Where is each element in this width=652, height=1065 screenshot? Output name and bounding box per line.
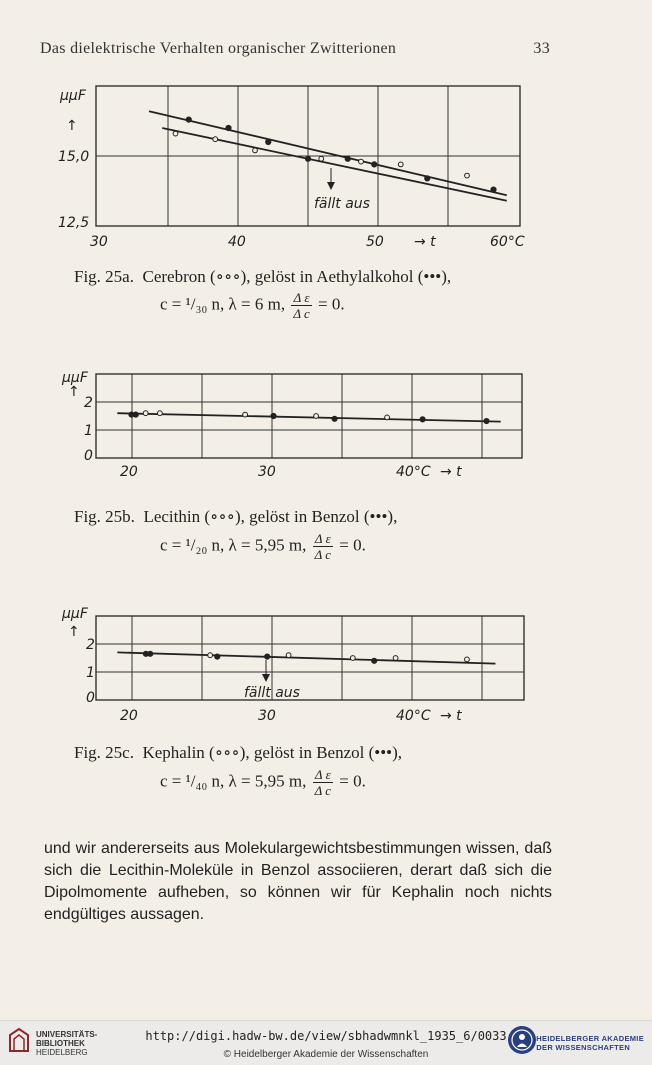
figure-25c-point-open-0 (208, 653, 213, 658)
figure-25c-plot (117, 651, 495, 663)
figure-25b-x-tick-20: 20 (120, 464, 138, 480)
source-url-link[interactable]: http://digi.hadw-bw.de/view/sbhadwmnkl_1935_6/0033 (145, 1029, 507, 1043)
figure-25b-caption (74, 506, 554, 528)
library-line: HEIDELBERG (36, 1048, 88, 1057)
formula-denominator: Δ c (314, 783, 332, 798)
academy-name (536, 1034, 644, 1052)
caption-label: Fig. 25b. (74, 507, 135, 526)
academy-logo-icon (507, 1025, 537, 1055)
caption-text: Lecithin (∘∘∘), gelöst in Benzol (•••), (143, 507, 398, 526)
body-paragraph: und wir andererseits aus Molekulargewichtsbestimmungen wissen, daß sich die Lecithin-Moleküle in Benzol associieren, derart daß sich die Dipolmomente aufheben, so können wir für Kephalin noch nichts endgültiges aussagen. (44, 840, 552, 923)
formula-lhs: c = ¹/₄₀ n, λ = 5,95 m, (160, 771, 307, 791)
figure-25a-x-tick-30: 30 (90, 234, 108, 250)
figure-25b-point-filled-1 (133, 412, 138, 417)
figure-25a-x-tick-40: 40 (228, 234, 246, 250)
academy-line: HEIDELBERGER AKADEMIE (536, 1034, 644, 1043)
figure-25c-point-filled-2 (215, 654, 220, 659)
figure-25a-point-open-3 (319, 156, 324, 161)
formula-numerator: Δ ε (291, 290, 311, 306)
running-header (40, 40, 550, 58)
figure-25c-point-filled-4 (372, 658, 377, 663)
figure-25b-point-open-1 (158, 411, 163, 416)
figure-25b-y-tick-2: 2 (84, 395, 93, 411)
figure-25c-point-filled-1 (148, 651, 153, 656)
figure-25b-point-filled-5 (484, 418, 489, 423)
figure-25a-x-tick-60: 60°C (490, 234, 525, 250)
caption-text: Cerebron (∘∘∘), gelöst in Aethylalkohol (•••), (142, 267, 452, 286)
formula-rhs: = 0. (339, 771, 366, 791)
figure-25a-point-filled-1 (226, 125, 231, 130)
caption-label: Fig. 25c. (74, 743, 134, 762)
library-line: BIBLIOTHEK (36, 1039, 85, 1048)
figure-25b-plot (117, 411, 500, 424)
caption-label: Fig. 25a. (74, 267, 134, 286)
figure-25a-point-open-6 (465, 173, 470, 178)
figure-25c-caption (74, 742, 554, 764)
figure-25a-point-filled-7 (491, 187, 496, 192)
formula-numerator: Δ ε (313, 531, 333, 547)
figure-25a-annotation (314, 168, 370, 212)
formula-lhs: c = ¹/₂₀ n, λ = 5,95 m, (160, 535, 307, 555)
formula-rhs: = 0. (339, 535, 366, 555)
figure-25c-y-tick-2: 2 (86, 637, 95, 653)
figure-25b-x-tick-30: 30 (258, 464, 276, 480)
figure-25a-point-filled-6 (425, 176, 430, 181)
figure-25c-formula (160, 767, 366, 798)
figure-25a-annotation-text: fällt aus (314, 196, 370, 212)
figure-25a-y-tick-125: 12,5 (58, 215, 90, 231)
figure-25b-point-open-0 (143, 411, 148, 416)
figure-25c-x-tick-30: 30 (258, 708, 276, 724)
figure-25b-point-filled-3 (332, 416, 337, 421)
figure-25a-x-axis-label: → t (414, 234, 436, 250)
figure-25a-y-tick-15: 15,0 (58, 149, 90, 165)
figure-25b-fit-line-0 (117, 413, 500, 421)
footer-bar (0, 1020, 652, 1065)
figure-25a-point-filled-2 (266, 139, 271, 144)
figure-25b-x-axis-label: → t (440, 464, 462, 480)
figure-25a (0, 82, 652, 254)
figure-25a-point-filled-3 (305, 156, 310, 161)
figure-25a-point-filled-4 (345, 156, 350, 161)
formula-fraction (291, 290, 311, 321)
formula-fraction (313, 531, 333, 562)
figure-25a-x-tick-50: 50 (366, 234, 384, 250)
figure-25c-x-tick-20: 20 (120, 708, 138, 724)
formula-rhs: = 0. (318, 294, 345, 314)
figure-25a-caption (74, 266, 554, 288)
figure-25a-y-arrow: ↑ (66, 118, 78, 134)
figure-25c-x-axis-label: → t (440, 708, 462, 724)
figure-25c-y-tick-1: 1 (86, 665, 95, 681)
page-number: 33 (533, 40, 550, 57)
figure-25c-annotation-text: fällt aus (244, 685, 300, 701)
figure-25c-y-arrow: ↑ (68, 624, 80, 640)
down-arrow-icon (327, 182, 335, 190)
formula-fraction (313, 767, 333, 798)
figure-25c-x-tick-40: 40°C (396, 708, 431, 724)
figure-25a-point-filled-0 (186, 117, 191, 122)
header-title: Das dielektrische Verhalten organischer Zwitterionen (40, 40, 397, 57)
figure-25a-y-unit: μμF (60, 88, 86, 104)
figure-25b-point-open-3 (314, 414, 319, 419)
figure-25b-formula (160, 531, 366, 562)
figure-25b-point-filled-2 (271, 413, 276, 418)
figure-25b-point-filled-4 (420, 417, 425, 422)
figure-25c-point-open-2 (350, 656, 355, 661)
figure-25a-point-open-0 (173, 131, 178, 136)
figure-25c-fit-line-0 (117, 652, 495, 663)
figure-25b-point-open-4 (385, 415, 390, 420)
formula-denominator: Δ c (314, 547, 332, 562)
figure-25b-y-arrow: ↑ (68, 384, 80, 400)
copyright-notice: © Heidelberger Akademie der Wissenschaften (223, 1049, 429, 1060)
figure-25a-point-open-1 (213, 137, 218, 142)
figure-25b (0, 364, 652, 482)
figure-25a-point-open-5 (398, 162, 403, 167)
figure-25c (0, 600, 652, 726)
down-arrow-icon (262, 674, 270, 682)
figure-25c-point-open-4 (465, 657, 470, 662)
caption-text: Kephalin (∘∘∘), gelöst in Benzol (•••), (142, 743, 403, 762)
figure-25b-y-tick-1: 1 (84, 423, 93, 439)
figure-25b-point-open-2 (243, 412, 248, 417)
library-line: UNIVERSITÄTS- (36, 1030, 98, 1039)
figure-25b-y-tick-0: 0 (84, 448, 93, 464)
formula-lhs: c = ¹/₃₀ n, λ = 6 m, (160, 294, 286, 314)
formula-numerator: Δ ε (313, 767, 333, 783)
figure-25b-y-unit: μμF (62, 370, 88, 386)
figure-25c-point-open-3 (393, 656, 398, 661)
formula-denominator: Δ c (293, 306, 310, 321)
figure-25a-formula (160, 290, 345, 321)
figure-25c-point-filled-3 (265, 654, 270, 659)
figure-25c-y-tick-0: 0 (86, 690, 95, 706)
figure-25b-x-tick-40: 40°C (396, 464, 431, 480)
figure-25a-point-open-2 (253, 148, 258, 153)
figure-25c-y-unit: μμF (62, 606, 88, 622)
figure-25c-point-open-1 (286, 653, 291, 658)
figure-25a-point-filled-5 (372, 162, 377, 167)
figure-25a-point-open-4 (359, 159, 364, 164)
academy-line: DER WISSENSCHAFTEN (536, 1043, 631, 1052)
